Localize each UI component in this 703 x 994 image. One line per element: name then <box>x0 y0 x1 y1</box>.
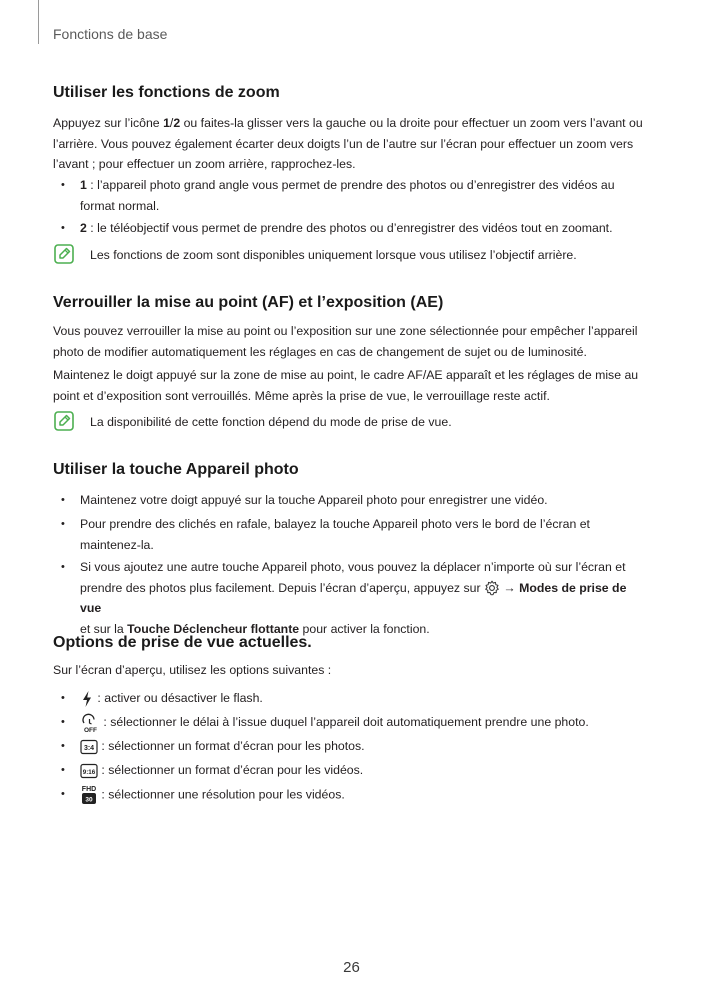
bullet-bold: Touche Déclencheur flottante <box>127 621 300 636</box>
bullet-bold: Modes de prise de vue <box>80 580 627 615</box>
bullet-dot: • <box>61 788 65 800</box>
zoom-intro <box>53 113 651 175</box>
zoom-intro-text-2: ou faites-la glisser vers la gauche ou la droite pour effectuer un zoom vers l’avant ou l’arrière. Vous pouvez également écarter deux doigts l’un de l’autre sur l’écran pour effectuer un zoom vers l’avant ; pour effectuer un zoom arrière, rapprochez-les. <box>53 116 643 171</box>
fhd-30-icon <box>80 784 98 806</box>
bullet-text: Maintenez votre doigt appuyé sur la touche Appareil photo pour enregistrer une vidéo. <box>80 493 548 507</box>
note-text: La disponibilité de cette fonction dépend du mode de prise de vue. <box>90 415 452 429</box>
timer-off-icon <box>80 713 100 733</box>
list-item <box>53 784 651 806</box>
list-item <box>53 688 651 709</box>
note-text: Les fonctions de zoom sont disponibles uniquement lorsque vous utilisez l’objectif arrière. <box>90 248 577 262</box>
bullet-dot: • <box>61 494 65 506</box>
list-item <box>53 175 651 216</box>
ratio-3-4-icon <box>80 739 98 755</box>
bullet-dot: • <box>61 561 65 573</box>
bullet-bold: 2 <box>80 221 87 235</box>
zoom-intro-separator: / <box>169 116 174 130</box>
ratio-9-16-label: 9:16 <box>82 768 96 776</box>
flash-icon <box>80 690 94 708</box>
list-item <box>53 514 651 555</box>
bullet-dot: • <box>61 179 65 191</box>
bullet-text: Si vous ajoutez une autre touche Appareil photo, vous pouvez la déplacer n’importe où sur l’écran et prendre des photos plus facilement. Depuis l’écran d’aperçu, appuyez sur <box>80 560 626 595</box>
bullet-bold: 1 <box>80 178 87 192</box>
options-intro: Sur l’écran d’aperçu, utilisez les options suivantes : <box>53 663 332 677</box>
bullet-text: : l’appareil photo grand angle vous permet de prendre des photos ou d’enregistrer des vidéos au format normal. <box>80 178 615 213</box>
bullet-dot: • <box>61 692 65 704</box>
list-item <box>53 218 651 239</box>
list-item <box>53 760 651 781</box>
ratio-9-16-icon <box>80 763 98 779</box>
bullet-dot: • <box>61 222 65 234</box>
bullet-dot: • <box>61 740 65 752</box>
note-icon <box>54 411 74 431</box>
bullet-text: pour activer la fonction. <box>299 621 430 636</box>
bullet-dot: • <box>61 716 65 728</box>
note-zoom <box>53 244 651 266</box>
section-title-shutter: Utiliser la touche Appareil photo <box>53 461 299 478</box>
list-item <box>53 557 651 639</box>
zoom-intro-bold-1: 1 <box>163 116 170 130</box>
section-title-af-ae: Verrouiller la mise au point (AF) et l’exposition (AE) <box>53 294 444 311</box>
list-item <box>53 712 651 733</box>
settings-gear-icon <box>484 580 500 596</box>
bullet-dot: • <box>61 764 65 776</box>
bullet-dot: • <box>61 518 65 530</box>
bullet-text: : activer ou désactiver le flash. <box>94 691 263 705</box>
list-item <box>53 490 651 511</box>
timer-off-label: OFF <box>84 726 97 733</box>
arrow-separator: → <box>499 580 520 595</box>
bullet-text: : sélectionner un format d’écran pour les photos. <box>98 739 365 753</box>
bullet-text: : le téléobjectif vous permet de prendre des photos ou d’enregistrer des vidéos tout en zoomant. <box>86 221 613 235</box>
af-ae-paragraph-2: Maintenez le doigt appuyé sur la zone de mise au point, le cadre AF/AE apparaît et les réglages de mise au point et d’exposition sont verrouillés. Même après la prise de vue, le verrouillage reste actif. <box>53 368 639 403</box>
list-item <box>53 736 651 757</box>
bullet-text: : sélectionner une résolution pour les vidéos. <box>98 787 345 802</box>
bullet-text: Pour prendre des clichés en rafale, balayez la touche Appareil photo vers le bord de l’écran et maintenez-la. <box>80 517 590 552</box>
note-icon <box>54 244 74 264</box>
zoom-intro-text-1: Appuyez sur l’icône <box>53 116 164 130</box>
fps-label: 30 <box>85 796 93 804</box>
section-title-options: Options de prise de vue actuelles. <box>53 634 312 651</box>
header-title: Fonctions de base <box>53 26 168 42</box>
af-ae-paragraph-1: Vous pouvez verrouiller la mise au point ou l’exposition sur une zone sélectionnée pour empêcher l’appareil photo de modifier automatiquement les réglages en cas de changement de sujet ou de luminosité. <box>53 324 638 359</box>
bullet-text: : sélectionner le délai à l’issue duquel l’appareil doit automatiquement prendre une photo. <box>100 715 589 729</box>
bullet-text: et sur la <box>80 621 128 636</box>
zoom-intro-bold-2: 2 <box>173 116 181 130</box>
note-af-ae <box>53 411 651 433</box>
ratio-3-4-label: 3:4 <box>83 744 95 752</box>
header-divider <box>38 0 39 44</box>
page-number: 26 <box>343 959 360 976</box>
bullet-text: : sélectionner un format d’écran pour les vidéos. <box>98 763 364 777</box>
fhd-label: FHD <box>81 786 97 793</box>
section-title-zoom: Utiliser les fonctions de zoom <box>53 84 280 101</box>
